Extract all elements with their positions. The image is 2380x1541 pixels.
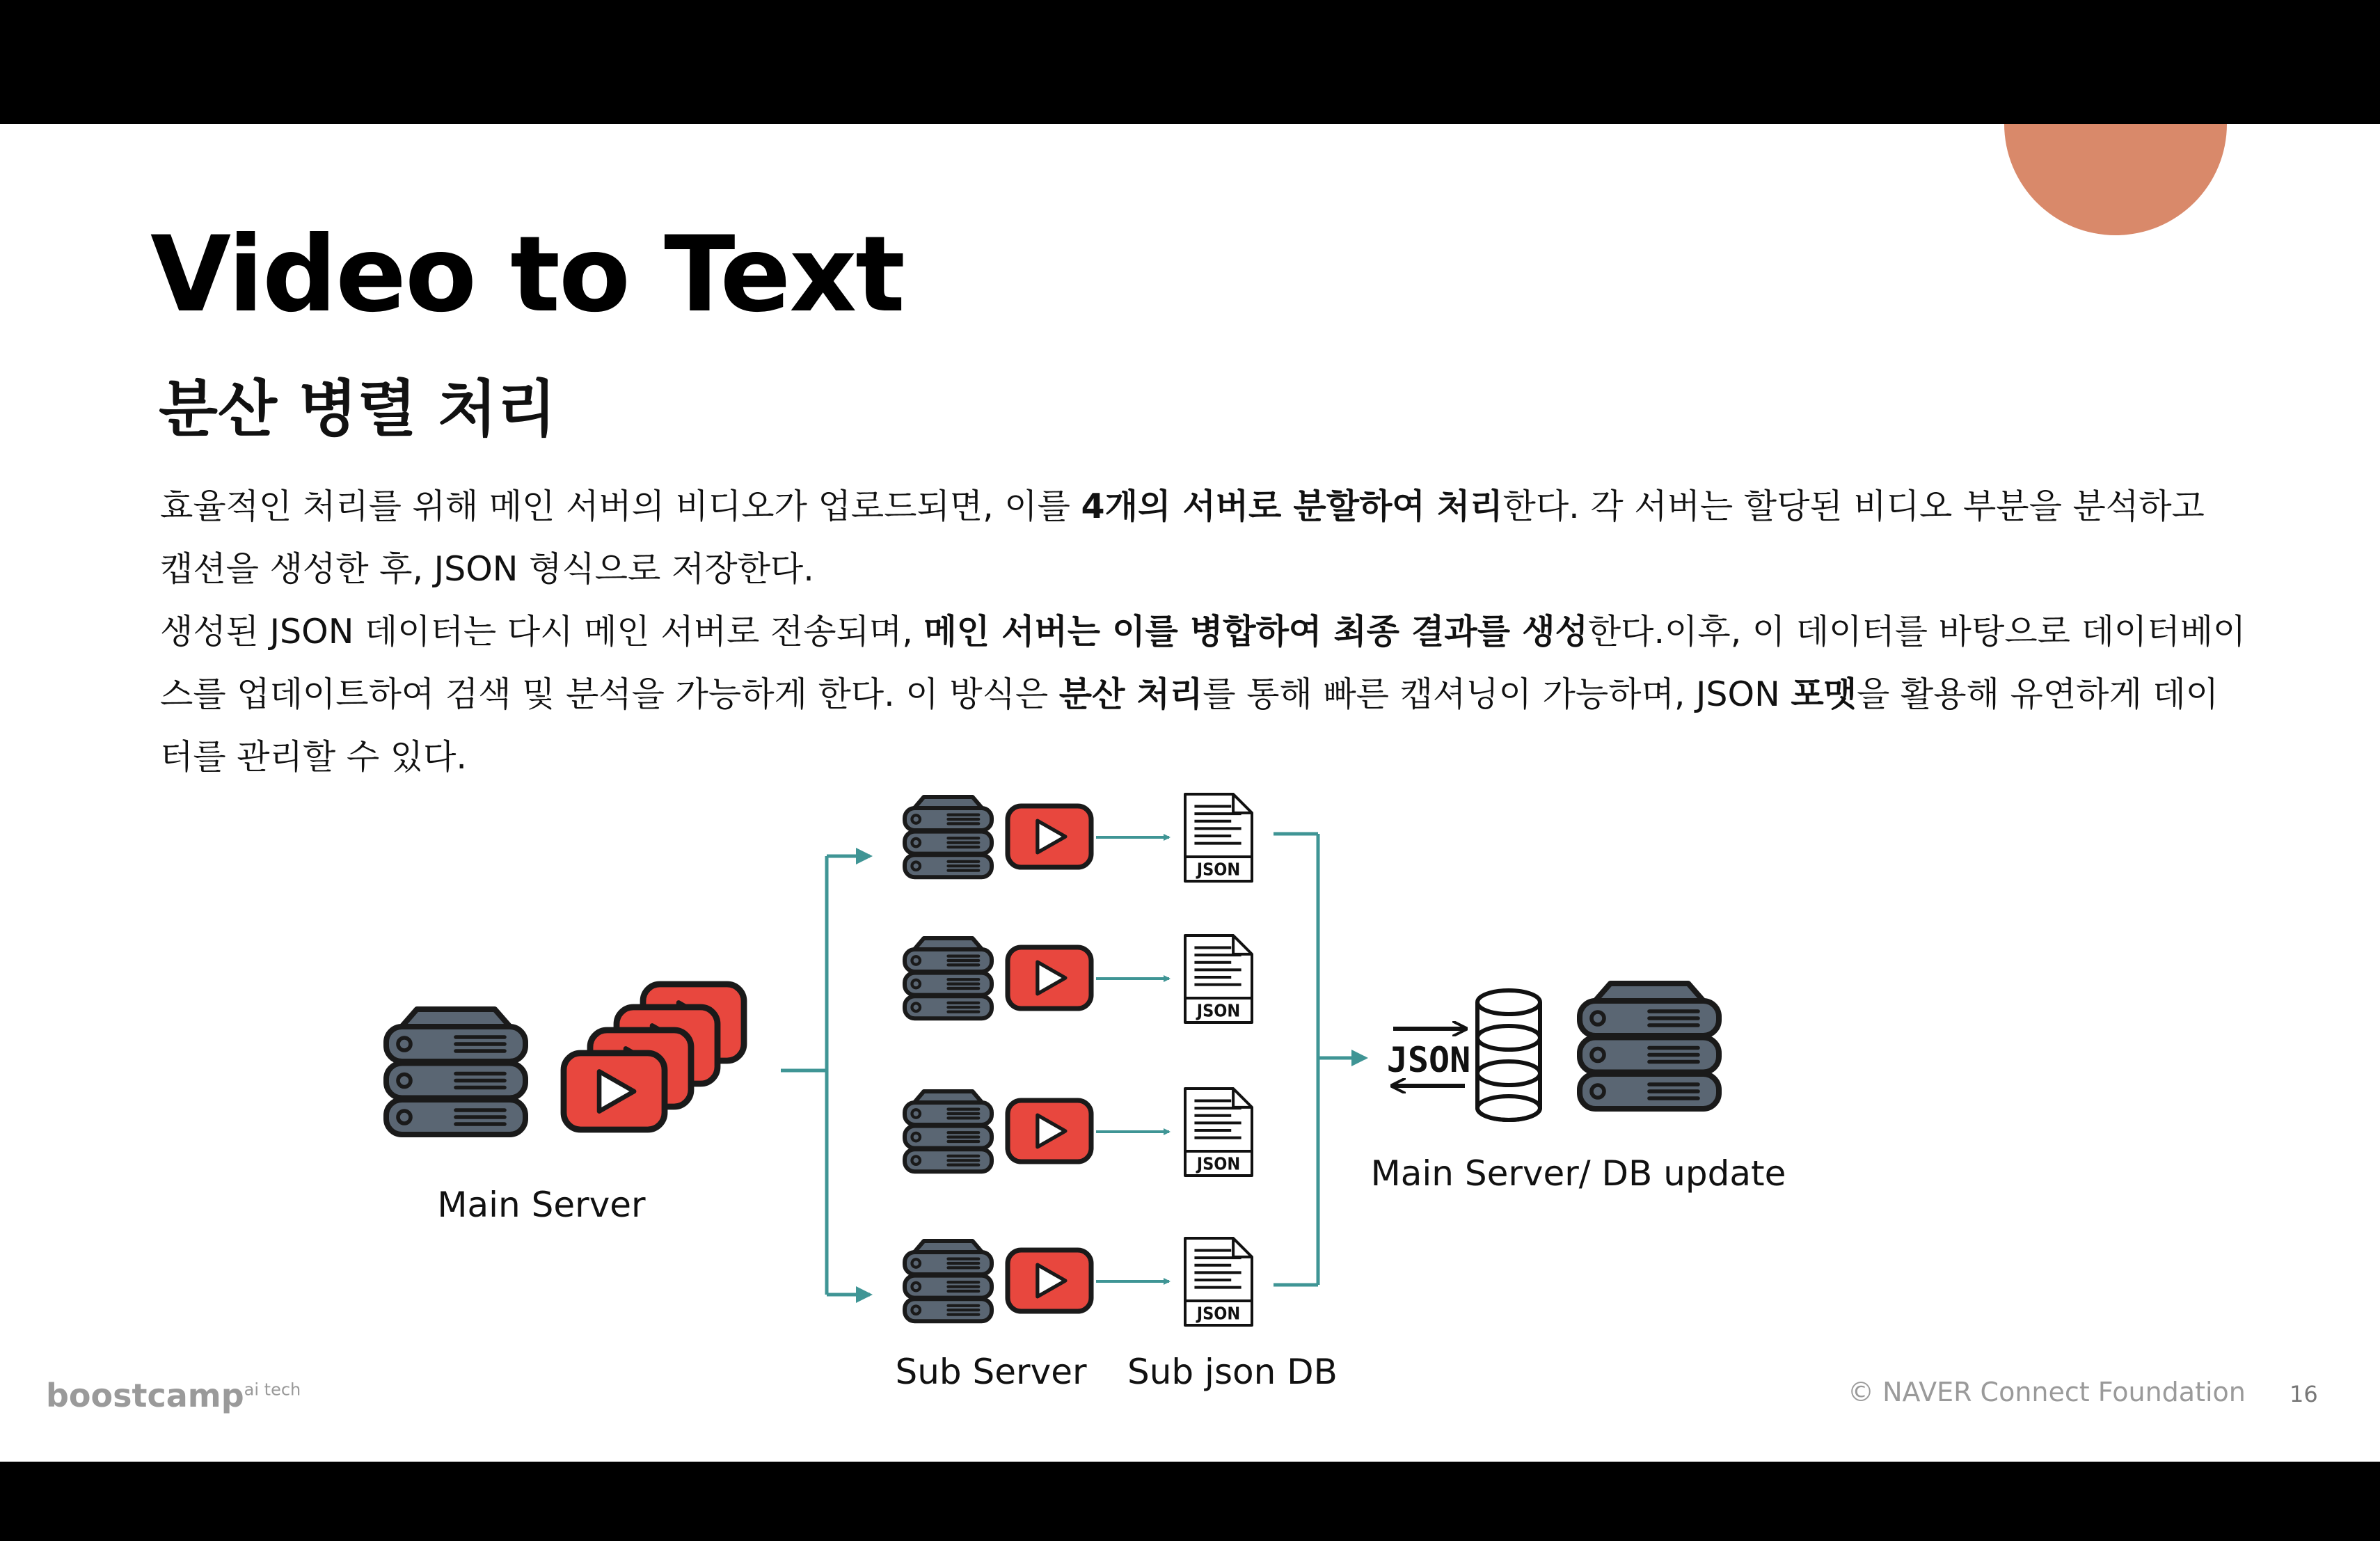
body-text-run: 한다.이후, 이 데이터를 바탕으로 데이터베이스를 업데이트하여 검색 및 분석을 가능하게 한다. 이 방식은 [160,612,2246,714]
sub-server-icon [905,1091,992,1171]
slide [0,124,2380,1462]
sub-server-label: Sub Server [895,1352,1087,1392]
body-text-run: 생성된 JSON 데이터는 다시 메인 서버로 전송되며, [160,612,924,651]
sub-json-db-label: Sub json DB [1127,1352,1338,1392]
copyright-text: © NAVER Connect Foundation [1848,1377,2246,1407]
server-led [912,839,920,847]
logo-sup: ai tech [244,1380,301,1400]
body-text-run: 한다. 각 서버는 할당된 비디오 부분을 분석하고 캡션을 생성한 후, JSON 형식으로 저장한다. [160,487,2205,589]
slide-subtitle: 분산 병렬 처리 [159,373,557,445]
body-text-run: 을 활용해 유연하게 데이터를 관리할 수 있다. [160,674,2219,777]
slide-title: Video to Text [150,214,904,335]
json-doc-text: JSON [1196,1153,1241,1174]
server-led [1592,1012,1604,1025]
main-server-label: Main Server [437,1185,646,1225]
server-led [912,862,920,870]
server-led [912,1133,920,1141]
sub-json-icon [1185,935,1252,1022]
json-doc-text: JSON [1196,1303,1241,1324]
server-led [912,1156,920,1164]
server-led [912,1003,920,1011]
json-doc-text: JSON [1196,859,1241,880]
database-icon [1477,990,1540,1120]
sub-video-icon [1008,806,1091,867]
database-ring [1477,990,1540,1014]
server-led [1592,1085,1604,1098]
json-sync-text: JSON [1386,1040,1471,1080]
body-text-bold-run: 분산 처리 [1058,674,1203,714]
sub-video-icon [1008,1250,1091,1311]
main-video-icon [564,1053,665,1130]
distributed-processing-diagram [0,124,2380,1462]
server-led [912,1109,920,1118]
sub-video-icon [1008,947,1091,1009]
update-server-icon [1580,983,1719,1109]
server-led [912,1306,920,1314]
db-update-label: Main Server/ DB update [1370,1153,1786,1194]
sub-server-icon [905,1241,992,1321]
sub-json-icon [1185,794,1252,881]
page-number: 16 [2290,1381,2318,1407]
server-led [1592,1049,1604,1061]
sub-json-icon [1185,1089,1252,1176]
database-ring [1477,1026,1540,1050]
body-text-run: 를 통해 빠른 캡셔닝이 가능하며, JSON [1203,674,1791,714]
server-led [912,956,920,965]
boostcamp-logo [46,1377,301,1414]
body-text-run: 효율적인 처리를 위해 메인 서버의 비디오가 업로드되면, 이를 [160,487,1081,526]
letterbox-bottom [0,1462,2380,1541]
server-led [912,980,920,988]
database-ring [1477,1061,1540,1085]
body-text-bold-run: 4개의 서버로 분할하여 처리 [1081,487,1503,526]
sub-server-icon [905,938,992,1018]
server-led [398,1038,411,1050]
sub-server-icon [905,797,992,877]
server-led [912,1259,920,1267]
logo-text: boostcamp [46,1377,244,1414]
body-text-bold-run: 메인 서버는 이를 병합하여 최종 결과를 생성 [923,612,1588,651]
json-doc-text: JSON [1196,1000,1241,1021]
main-server-icon [386,1009,525,1135]
server-led [912,815,920,823]
letterbox-top [0,0,2380,124]
body-text-bold-run: 포맷 [1791,674,1857,714]
sub-json-icon [1185,1238,1252,1325]
server-led [398,1111,411,1123]
sub-video-icon [1008,1100,1091,1162]
server-led [912,1283,920,1291]
server-led [398,1075,411,1087]
